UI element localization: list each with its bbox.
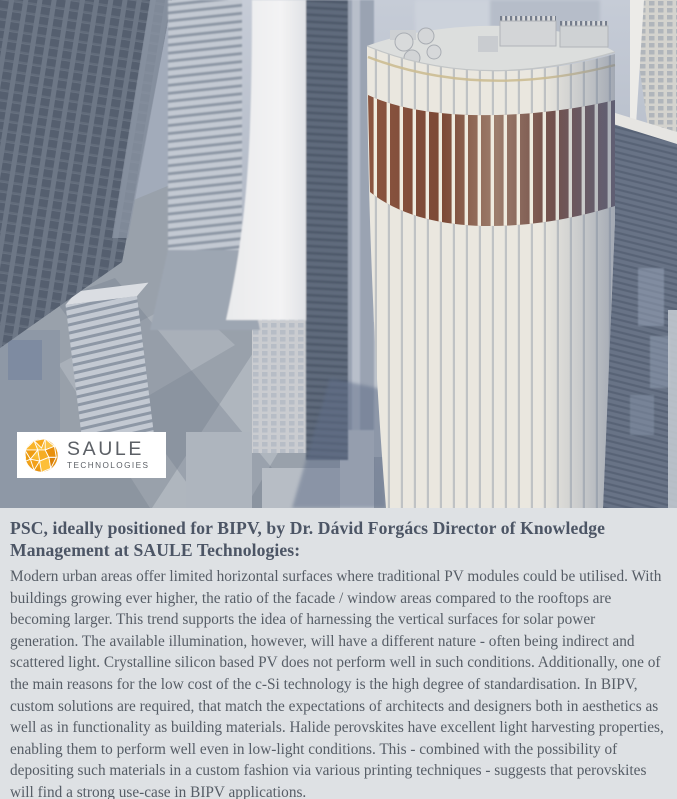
article-text-section — [0, 508, 677, 799]
article-heading: PSC, ideally positioned for BIPV, by Dr. Dávid Forgács Director of Knowledge Management at SAULE Technologies: — [10, 518, 606, 560]
main-tower — [367, 16, 615, 508]
saule-logo — [17, 432, 166, 478]
logo-subtitle: TECHNOLOGIES — [67, 460, 150, 470]
logo-text — [67, 440, 149, 470]
article-body: Modern urban areas offer limited horizontal surfaces where traditional PV modules could be utilised. With buildings growing ever higher, the ratio of the facade / window areas compared to the rooftops are becoming larger. This trend supports the idea of harnessing the vertical surfaces for solar power generation. The available illumination, however, will have a different nature - often being indirect and scattered light. Crystalline silicon based PV does not perform well in such conditions. Additionally, one of the main reasons for the low cost of the c-Si technology is the high degree of standardisation. In BIPV, custom solutions are required, that match the expectations of architects and designers both in aesthetics as well as in functionality as building materials. Halide perovskites have excellent light harvesting properties, enabling them to perform well even in low-light conditions. This - combined with the possibility of depositing such materials in a custom fashion via various printing techniques - suggests that perovskites will find a strong use-case in BIPV applications. — [10, 568, 664, 799]
mosaic-sphere-icon — [23, 437, 60, 474]
logo-wordmark: SAULE — [67, 438, 144, 461]
